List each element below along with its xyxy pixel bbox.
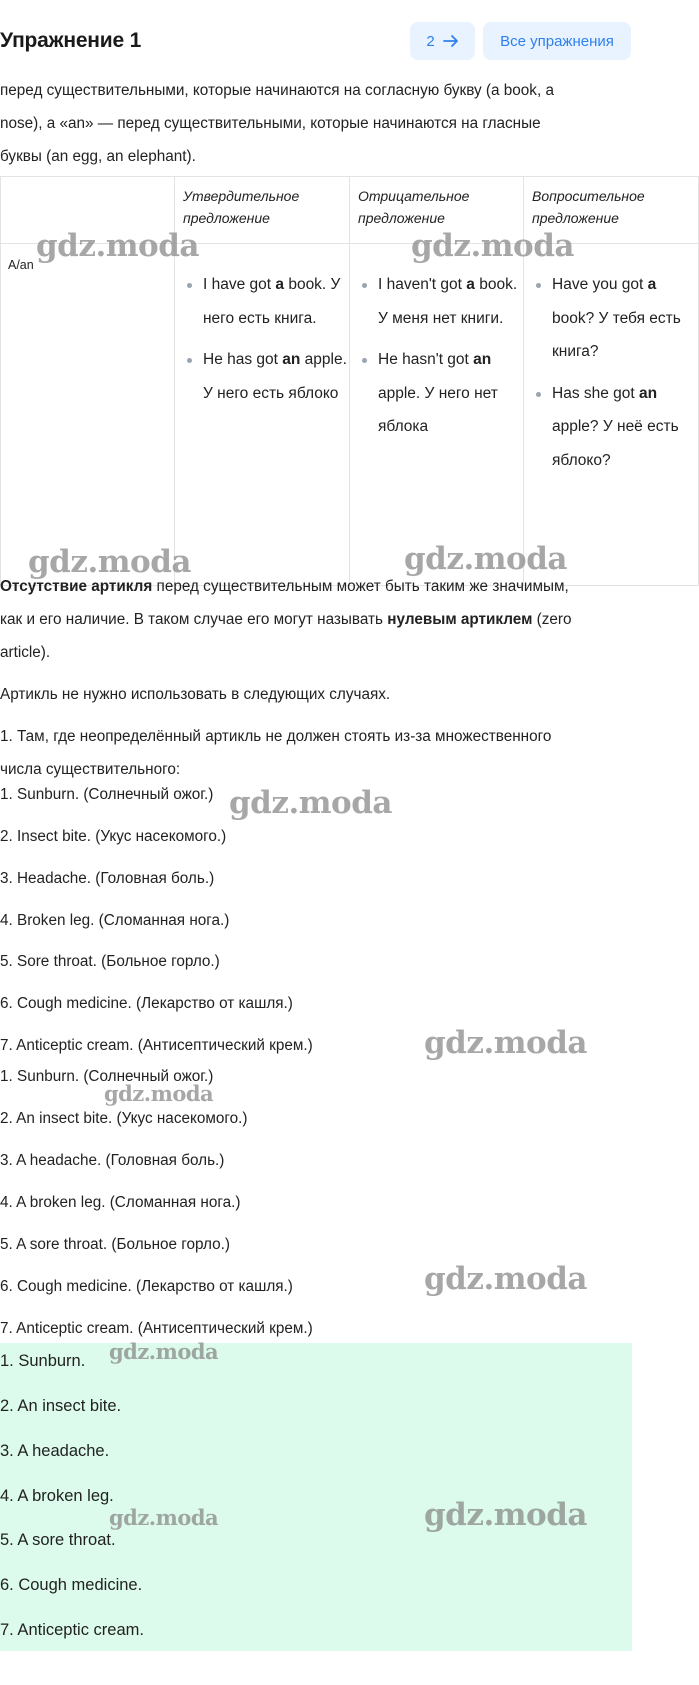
rule-line: числа существительного: (0, 761, 181, 778)
watermark: gdz.moda (424, 1025, 587, 1061)
watermark: gdz.moda (229, 785, 392, 821)
intro-line: перед существительными, которые начинаются на согласную букву (a book, a (0, 82, 554, 99)
list-item: He has got an apple. У него есть яблоко (203, 343, 349, 410)
affirmative-cell (175, 244, 350, 586)
list-item: 4. Broken leg. (Сломанная нога.) (0, 912, 230, 929)
list-item: 7. Anticeptic cream. (Антисептический крем.) (0, 1037, 313, 1054)
list-item: I haven't got a book. У меня нет книги. (378, 268, 523, 335)
answer-item: 5. A sore throat. (0, 1531, 116, 1549)
answer-item: 1. Sunburn. (0, 1352, 86, 1370)
zero-article-paragraph (0, 578, 630, 678)
watermark: gdz.moda (411, 228, 574, 264)
watermark: gdz.moda (109, 1339, 219, 1364)
table-header-cell: Вопросительное предложение (524, 177, 699, 244)
table-header-cell: Отрицательное предложение (350, 177, 524, 244)
note-text: Артикль не нужно использовать в следующих случаях. (0, 686, 391, 703)
table-header-cell: Утвердительное предложение (175, 177, 350, 244)
watermark: gdz.moda (36, 228, 199, 264)
list-item: 5. A sore throat. (Больное горло.) (0, 1236, 230, 1253)
table-row (1, 244, 699, 586)
list-item: 6. Cough medicine. (Лекарство от кашля.) (0, 995, 293, 1012)
watermark: gdz.moda (28, 544, 191, 580)
list-item: 2. An insect bite. (Укус насекомого.) (0, 1110, 248, 1127)
page-header (0, 0, 632, 82)
question-cell (524, 244, 699, 586)
negative-cell (350, 244, 524, 586)
list-item: 5. Sore throat. (Больное горло.) (0, 953, 220, 970)
answer-item: 2. An insect bite. (0, 1397, 122, 1415)
zero-article-line: article). (0, 644, 51, 661)
watermark: gdz.moda (104, 1081, 214, 1106)
list-item: 3. Headache. (Головная боль.) (0, 870, 215, 887)
list-item: 4. A broken leg. (Сломанная нога.) (0, 1194, 241, 1211)
list-item: 3. A headache. (Головная боль.) (0, 1152, 225, 1169)
list-item: 2. Insect bite. (Укус насекомого.) (0, 828, 227, 845)
page-title: Упражнение 1 (0, 29, 142, 52)
intro-paragraph (0, 82, 630, 172)
watermark: gdz.moda (424, 1261, 587, 1297)
list-item: Has she got an apple? У неё есть яблоко? (552, 377, 698, 478)
zero-article-line: как и его наличие. В таком случае его могут называть нулевым артиклем (zero (0, 611, 572, 628)
watermark: gdz.moda (404, 541, 567, 577)
all-exercises-button[interactable]: Все упражнения (483, 22, 631, 60)
list-item: Have you got a book? У тебя есть книга? (552, 268, 698, 369)
list-item: 7. Anticeptic cream. (Антисептический крем.) (0, 1320, 313, 1337)
zero-article-line: Отсутствие артикля перед существительным может быть таким же значимым, (0, 578, 569, 595)
arrow-right-icon (443, 35, 459, 47)
answer-item: 6. Cough medicine. (0, 1576, 143, 1594)
list-item: 1. Sunburn. (Солнечный ожог.) (0, 786, 214, 803)
list-item: 1. Sunburn. (Солнечный ожог.) (0, 1068, 214, 1085)
list-item: 6. Cough medicine. (Лекарство от кашля.) (0, 1278, 293, 1295)
answer-item: 7. Anticeptic cream. (0, 1621, 144, 1639)
row-label: A/an (1, 244, 175, 586)
answer-item: 3. A headache. (0, 1442, 110, 1460)
answer-item: 4. A broken leg. (0, 1487, 114, 1505)
intro-line: nose), а «an» — перед существительными, которые начинаются на гласные (0, 115, 541, 132)
list-item: I have got a book. У него есть книга. (203, 268, 349, 335)
watermark: gdz.moda (424, 1497, 587, 1533)
watermark: gdz.moda (109, 1505, 219, 1530)
rule-line: 1. Там, где неопределённый артикль не должен стоять из-за множественного (0, 728, 552, 745)
list-item: He hasn't got an apple. У него нет яблока (378, 343, 523, 444)
next-exercise-number: 2 (426, 32, 435, 50)
next-exercise-button[interactable] (410, 22, 475, 60)
intro-line: буквы (an egg, an elephant). (0, 148, 196, 165)
